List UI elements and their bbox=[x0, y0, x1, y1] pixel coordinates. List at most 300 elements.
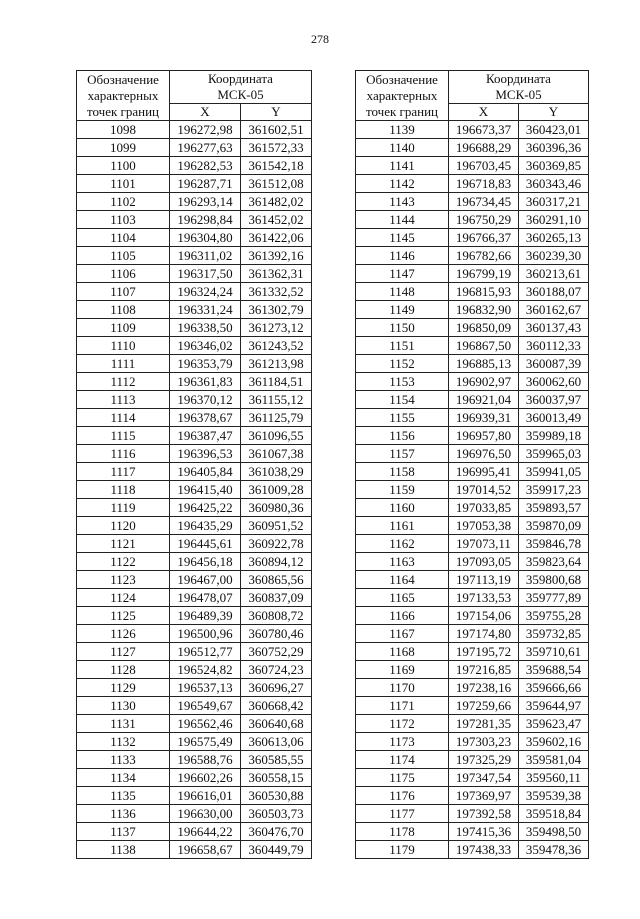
x-coordinate-cell: 196338,50 bbox=[170, 319, 241, 337]
coordinate-header-line1: Координата bbox=[208, 71, 273, 86]
table-row bbox=[77, 697, 312, 715]
point-number-cell: 1174 bbox=[356, 751, 449, 769]
point-number-cell: 1108 bbox=[77, 301, 170, 319]
y-coordinate-cell: 360291,10 bbox=[519, 211, 589, 229]
point-label-header bbox=[77, 71, 170, 121]
point-label-header-line2: характерных bbox=[87, 87, 159, 103]
table-row bbox=[356, 229, 589, 247]
point-number-cell: 1107 bbox=[77, 283, 170, 301]
y-coordinate-cell: 359710,61 bbox=[519, 643, 589, 661]
x-coordinate-cell: 197154,06 bbox=[449, 607, 519, 625]
point-number-cell: 1158 bbox=[356, 463, 449, 481]
x-coordinate-cell: 196396,53 bbox=[170, 445, 241, 463]
y-coordinate-cell: 361362,31 bbox=[241, 265, 312, 283]
table-row bbox=[356, 373, 589, 391]
y-coordinate-cell: 361422,06 bbox=[241, 229, 312, 247]
table-body bbox=[356, 121, 589, 859]
x-coordinate-cell: 196435,29 bbox=[170, 517, 241, 535]
y-coordinate-cell: 359941,05 bbox=[519, 463, 589, 481]
x-coordinate-cell: 196850,09 bbox=[449, 319, 519, 337]
y-coordinate-cell: 360265,13 bbox=[519, 229, 589, 247]
y-coordinate-cell: 360369,85 bbox=[519, 157, 589, 175]
y-coordinate-cell: 360980,36 bbox=[241, 499, 312, 517]
point-label-header-line3: точек границ bbox=[86, 103, 160, 119]
y-coordinate-cell: 360613,06 bbox=[241, 733, 312, 751]
x-coordinate-cell: 197325,29 bbox=[449, 751, 519, 769]
point-number-cell: 1147 bbox=[356, 265, 449, 283]
x-coordinate-cell: 197093,05 bbox=[449, 553, 519, 571]
y-coordinate-cell: 360087,39 bbox=[519, 355, 589, 373]
x-coordinate-cell: 196630,00 bbox=[170, 805, 241, 823]
y-coordinate-cell: 359870,09 bbox=[519, 517, 589, 535]
point-number-cell: 1161 bbox=[356, 517, 449, 535]
y-coordinate-cell: 359777,89 bbox=[519, 589, 589, 607]
table-row bbox=[356, 769, 589, 787]
x-coordinate-cell: 196353,79 bbox=[170, 355, 241, 373]
x-coordinate-cell: 196378,67 bbox=[170, 409, 241, 427]
y-coordinate-cell: 359732,85 bbox=[519, 625, 589, 643]
point-number-cell: 1120 bbox=[77, 517, 170, 535]
x-coordinate-cell: 196311,02 bbox=[170, 247, 241, 265]
point-number-cell: 1098 bbox=[77, 121, 170, 139]
y-coordinate-cell: 361452,02 bbox=[241, 211, 312, 229]
point-number-cell: 1115 bbox=[77, 427, 170, 445]
y-coordinate-cell: 361572,33 bbox=[241, 139, 312, 157]
table-row bbox=[356, 193, 589, 211]
x-coordinate-cell: 196995,41 bbox=[449, 463, 519, 481]
table-row bbox=[356, 679, 589, 697]
point-number-cell: 1118 bbox=[77, 481, 170, 499]
point-number-cell: 1169 bbox=[356, 661, 449, 679]
point-number-cell: 1176 bbox=[356, 787, 449, 805]
x-coordinate-cell: 197347,54 bbox=[449, 769, 519, 787]
point-number-cell: 1114 bbox=[77, 409, 170, 427]
point-number-cell: 1170 bbox=[356, 679, 449, 697]
y-coordinate-cell: 360013,49 bbox=[519, 409, 589, 427]
point-number-cell: 1172 bbox=[356, 715, 449, 733]
point-number-cell: 1164 bbox=[356, 571, 449, 589]
table-row bbox=[77, 679, 312, 697]
x-coordinate-cell: 196331,24 bbox=[170, 301, 241, 319]
y-coordinate-cell: 361273,12 bbox=[241, 319, 312, 337]
x-coordinate-cell: 196602,26 bbox=[170, 769, 241, 787]
table-row bbox=[77, 463, 312, 481]
x-coordinate-cell: 196346,02 bbox=[170, 337, 241, 355]
table-row bbox=[77, 787, 312, 805]
table-row bbox=[356, 337, 589, 355]
y-coordinate-cell: 360396,36 bbox=[519, 139, 589, 157]
x-coordinate-cell: 196282,53 bbox=[170, 157, 241, 175]
table-row bbox=[356, 715, 589, 733]
point-number-cell: 1149 bbox=[356, 301, 449, 319]
table-row bbox=[356, 625, 589, 643]
point-number-cell: 1129 bbox=[77, 679, 170, 697]
x-coordinate-cell: 196703,45 bbox=[449, 157, 519, 175]
x-coordinate-cell: 196361,83 bbox=[170, 373, 241, 391]
coordinate-header bbox=[170, 71, 312, 104]
x-coordinate-cell: 196867,50 bbox=[449, 337, 519, 355]
y-coordinate-cell: 361243,52 bbox=[241, 337, 312, 355]
x-coordinate-cell: 197438,33 bbox=[449, 841, 519, 859]
point-number-cell: 1136 bbox=[77, 805, 170, 823]
point-number-cell: 1102 bbox=[77, 193, 170, 211]
point-label-header-line2: характерных bbox=[366, 87, 438, 103]
x-coordinate-cell: 196405,84 bbox=[170, 463, 241, 481]
table-row bbox=[356, 661, 589, 679]
x-coordinate-cell: 196644,22 bbox=[170, 823, 241, 841]
point-number-cell: 1103 bbox=[77, 211, 170, 229]
y-coordinate-cell: 360894,12 bbox=[241, 553, 312, 571]
y-coordinate-cell: 359581,04 bbox=[519, 751, 589, 769]
x-coordinate-cell: 197415,36 bbox=[449, 823, 519, 841]
y-coordinate-cell: 360837,09 bbox=[241, 589, 312, 607]
y-coordinate-cell: 361155,12 bbox=[241, 391, 312, 409]
point-number-cell: 1152 bbox=[356, 355, 449, 373]
y-coordinate-cell: 360724,23 bbox=[241, 661, 312, 679]
point-number-cell: 1139 bbox=[356, 121, 449, 139]
table-row bbox=[356, 517, 589, 535]
point-number-cell: 1101 bbox=[77, 175, 170, 193]
y-coordinate-cell: 359623,47 bbox=[519, 715, 589, 733]
y-coordinate-cell: 360037,97 bbox=[519, 391, 589, 409]
table-row bbox=[77, 373, 312, 391]
table-row bbox=[356, 589, 589, 607]
x-coordinate-cell: 196799,19 bbox=[449, 265, 519, 283]
table-row bbox=[356, 139, 589, 157]
point-number-cell: 1133 bbox=[77, 751, 170, 769]
x-coordinate-cell: 197014,52 bbox=[449, 481, 519, 499]
y-coordinate-cell: 360239,30 bbox=[519, 247, 589, 265]
x-coordinate-cell: 197195,72 bbox=[449, 643, 519, 661]
y-coordinate-cell: 360162,67 bbox=[519, 301, 589, 319]
point-number-cell: 1117 bbox=[77, 463, 170, 481]
point-number-cell: 1173 bbox=[356, 733, 449, 751]
y-coordinate-cell: 359965,03 bbox=[519, 445, 589, 463]
x-coordinate-cell: 197053,38 bbox=[449, 517, 519, 535]
table-row bbox=[77, 481, 312, 499]
point-number-cell: 1131 bbox=[77, 715, 170, 733]
table-row bbox=[356, 211, 589, 229]
y-coordinate-cell: 361096,55 bbox=[241, 427, 312, 445]
point-number-cell: 1159 bbox=[356, 481, 449, 499]
point-number-cell: 1126 bbox=[77, 625, 170, 643]
page-number: 278 bbox=[311, 32, 329, 46]
x-coordinate-cell: 197259,66 bbox=[449, 697, 519, 715]
point-number-cell: 1157 bbox=[356, 445, 449, 463]
table-row bbox=[77, 355, 312, 373]
point-number-cell: 1143 bbox=[356, 193, 449, 211]
y-coordinate-cell: 361332,52 bbox=[241, 283, 312, 301]
table-row bbox=[77, 535, 312, 553]
x-coordinate-cell: 196425,22 bbox=[170, 499, 241, 517]
table-row bbox=[77, 805, 312, 823]
coordinate-header-line2: МСК-05 bbox=[495, 87, 542, 102]
table-row bbox=[356, 175, 589, 193]
y-coordinate-cell: 361302,79 bbox=[241, 301, 312, 319]
table-row bbox=[356, 481, 589, 499]
point-number-cell: 1141 bbox=[356, 157, 449, 175]
y-coordinate-cell: 360213,61 bbox=[519, 265, 589, 283]
point-number-cell: 1105 bbox=[77, 247, 170, 265]
y-coordinate-cell: 360780,46 bbox=[241, 625, 312, 643]
table-row bbox=[77, 589, 312, 607]
table-row bbox=[77, 751, 312, 769]
table-row bbox=[77, 625, 312, 643]
x-coordinate-cell: 197369,97 bbox=[449, 787, 519, 805]
x-coordinate-cell: 196939,31 bbox=[449, 409, 519, 427]
y-coordinate-cell: 360423,01 bbox=[519, 121, 589, 139]
x-coordinate-cell: 197238,16 bbox=[449, 679, 519, 697]
table-row bbox=[356, 643, 589, 661]
x-coordinate-cell: 197033,85 bbox=[449, 499, 519, 517]
y-coordinate-cell: 359846,78 bbox=[519, 535, 589, 553]
table-row bbox=[77, 499, 312, 517]
y-coordinate-cell: 360343,46 bbox=[519, 175, 589, 193]
y-coordinate-cell: 361184,51 bbox=[241, 373, 312, 391]
point-number-cell: 1138 bbox=[77, 841, 170, 859]
table-row bbox=[77, 157, 312, 175]
table-row bbox=[77, 517, 312, 535]
point-number-cell: 1153 bbox=[356, 373, 449, 391]
point-number-cell: 1135 bbox=[77, 787, 170, 805]
table-row bbox=[77, 715, 312, 733]
table-row bbox=[77, 301, 312, 319]
point-number-cell: 1146 bbox=[356, 247, 449, 265]
table-row bbox=[356, 409, 589, 427]
point-label-header-line1: Обозначение bbox=[366, 71, 438, 87]
table-row bbox=[77, 139, 312, 157]
x-coordinate-cell: 196588,76 bbox=[170, 751, 241, 769]
y-coordinate-cell: 359602,16 bbox=[519, 733, 589, 751]
table-row bbox=[356, 301, 589, 319]
point-number-cell: 1142 bbox=[356, 175, 449, 193]
x-coordinate-cell: 196370,12 bbox=[170, 391, 241, 409]
y-coordinate-cell: 360449,79 bbox=[241, 841, 312, 859]
point-number-cell: 1178 bbox=[356, 823, 449, 841]
point-number-cell: 1109 bbox=[77, 319, 170, 337]
y-coordinate-cell: 359539,38 bbox=[519, 787, 589, 805]
x-coordinate-cell: 197281,35 bbox=[449, 715, 519, 733]
table-row bbox=[77, 769, 312, 787]
y-coordinate-cell: 360585,55 bbox=[241, 751, 312, 769]
coordinates-table-right bbox=[355, 70, 589, 859]
x-coordinate-cell: 196478,07 bbox=[170, 589, 241, 607]
point-number-cell: 1124 bbox=[77, 589, 170, 607]
x-coordinate-cell: 196489,39 bbox=[170, 607, 241, 625]
y-coordinate-cell: 361125,79 bbox=[241, 409, 312, 427]
table-row bbox=[356, 121, 589, 139]
table-row bbox=[356, 607, 589, 625]
point-number-cell: 1137 bbox=[77, 823, 170, 841]
y-coordinate-cell: 361038,29 bbox=[241, 463, 312, 481]
table-row bbox=[77, 121, 312, 139]
x-coordinate-cell: 196734,45 bbox=[449, 193, 519, 211]
x-coordinate-cell: 196976,50 bbox=[449, 445, 519, 463]
table-row bbox=[77, 841, 312, 859]
x-coordinate-cell: 197073,11 bbox=[449, 535, 519, 553]
table-row bbox=[356, 445, 589, 463]
x-coordinate-cell: 196467,00 bbox=[170, 571, 241, 589]
x-coordinate-cell: 197392,58 bbox=[449, 805, 519, 823]
x-coordinate-cell: 197174,80 bbox=[449, 625, 519, 643]
x-column-header: X bbox=[170, 104, 241, 121]
point-number-cell: 1100 bbox=[77, 157, 170, 175]
y-coordinate-cell: 361482,02 bbox=[241, 193, 312, 211]
x-coordinate-cell: 196815,93 bbox=[449, 283, 519, 301]
y-coordinate-cell: 360922,78 bbox=[241, 535, 312, 553]
y-coordinate-cell: 359478,36 bbox=[519, 841, 589, 859]
table-row bbox=[77, 571, 312, 589]
x-coordinate-cell: 196766,37 bbox=[449, 229, 519, 247]
x-coordinate-cell: 196415,40 bbox=[170, 481, 241, 499]
x-coordinate-cell: 196298,84 bbox=[170, 211, 241, 229]
y-coordinate-cell: 360188,07 bbox=[519, 283, 589, 301]
point-number-cell: 1113 bbox=[77, 391, 170, 409]
y-coordinate-cell: 360062,60 bbox=[519, 373, 589, 391]
x-coordinate-cell: 196562,46 bbox=[170, 715, 241, 733]
table-row bbox=[77, 337, 312, 355]
table-row bbox=[356, 355, 589, 373]
y-coordinate-cell: 359518,84 bbox=[519, 805, 589, 823]
y-coordinate-cell: 360865,56 bbox=[241, 571, 312, 589]
coordinate-header bbox=[449, 71, 589, 104]
point-number-cell: 1125 bbox=[77, 607, 170, 625]
point-number-cell: 1119 bbox=[77, 499, 170, 517]
y-coordinate-cell: 359800,68 bbox=[519, 571, 589, 589]
x-coordinate-cell: 196537,13 bbox=[170, 679, 241, 697]
y-coordinate-cell: 360808,72 bbox=[241, 607, 312, 625]
y-coordinate-cell: 360752,29 bbox=[241, 643, 312, 661]
point-number-cell: 1165 bbox=[356, 589, 449, 607]
point-number-cell: 1154 bbox=[356, 391, 449, 409]
point-number-cell: 1127 bbox=[77, 643, 170, 661]
y-coordinate-cell: 360696,27 bbox=[241, 679, 312, 697]
x-coordinate-cell: 197303,23 bbox=[449, 733, 519, 751]
x-coordinate-cell: 196549,67 bbox=[170, 697, 241, 715]
y-coordinate-cell: 359498,50 bbox=[519, 823, 589, 841]
table-row bbox=[356, 571, 589, 589]
table-row bbox=[356, 751, 589, 769]
x-coordinate-cell: 196957,80 bbox=[449, 427, 519, 445]
table-row bbox=[356, 247, 589, 265]
point-number-cell: 1111 bbox=[77, 355, 170, 373]
table-row bbox=[356, 283, 589, 301]
y-coordinate-cell: 361009,28 bbox=[241, 481, 312, 499]
point-number-cell: 1148 bbox=[356, 283, 449, 301]
table-row bbox=[356, 463, 589, 481]
point-number-cell: 1134 bbox=[77, 769, 170, 787]
x-coordinate-cell: 196304,80 bbox=[170, 229, 241, 247]
table-row bbox=[77, 607, 312, 625]
x-coordinate-cell: 196832,90 bbox=[449, 301, 519, 319]
x-coordinate-cell: 196575,49 bbox=[170, 733, 241, 751]
y-coordinate-cell: 360503,73 bbox=[241, 805, 312, 823]
table-row bbox=[77, 445, 312, 463]
point-number-cell: 1132 bbox=[77, 733, 170, 751]
table-row bbox=[356, 427, 589, 445]
table-row bbox=[77, 553, 312, 571]
y-coordinate-cell: 359755,28 bbox=[519, 607, 589, 625]
point-number-cell: 1150 bbox=[356, 319, 449, 337]
point-label-header bbox=[356, 71, 449, 121]
x-coordinate-cell: 196387,47 bbox=[170, 427, 241, 445]
x-coordinate-cell: 196524,82 bbox=[170, 661, 241, 679]
y-coordinate-cell: 359560,11 bbox=[519, 769, 589, 787]
point-number-cell: 1167 bbox=[356, 625, 449, 643]
table-row bbox=[356, 697, 589, 715]
table-row bbox=[356, 499, 589, 517]
y-coordinate-cell: 359989,18 bbox=[519, 427, 589, 445]
x-coordinate-cell: 196456,18 bbox=[170, 553, 241, 571]
y-coordinate-cell: 360558,15 bbox=[241, 769, 312, 787]
table-row bbox=[356, 265, 589, 283]
point-number-cell: 1122 bbox=[77, 553, 170, 571]
x-coordinate-cell: 196658,67 bbox=[170, 841, 241, 859]
table-row bbox=[356, 841, 589, 859]
point-number-cell: 1116 bbox=[77, 445, 170, 463]
table-row bbox=[77, 823, 312, 841]
y-coordinate-cell: 361213,98 bbox=[241, 355, 312, 373]
point-number-cell: 1123 bbox=[77, 571, 170, 589]
x-coordinate-cell: 197133,53 bbox=[449, 589, 519, 607]
x-coordinate-cell: 196673,37 bbox=[449, 121, 519, 139]
y-coordinate-cell: 360476,70 bbox=[241, 823, 312, 841]
point-number-cell: 1177 bbox=[356, 805, 449, 823]
x-coordinate-cell: 197113,19 bbox=[449, 571, 519, 589]
y-column-header: Y bbox=[241, 104, 312, 121]
table-row bbox=[77, 283, 312, 301]
table-row bbox=[356, 391, 589, 409]
y-coordinate-cell: 360640,68 bbox=[241, 715, 312, 733]
point-label-header-line1: Обозначение bbox=[87, 71, 159, 87]
table-row bbox=[356, 535, 589, 553]
x-coordinate-cell: 196512,77 bbox=[170, 643, 241, 661]
table-row bbox=[77, 409, 312, 427]
x-coordinate-cell: 196902,97 bbox=[449, 373, 519, 391]
x-coordinate-cell: 196277,63 bbox=[170, 139, 241, 157]
x-coordinate-cell: 196293,14 bbox=[170, 193, 241, 211]
table-row bbox=[77, 733, 312, 751]
table-row bbox=[356, 805, 589, 823]
y-coordinate-cell: 359917,23 bbox=[519, 481, 589, 499]
x-coordinate-cell: 196317,50 bbox=[170, 265, 241, 283]
table-row bbox=[356, 787, 589, 805]
point-number-cell: 1166 bbox=[356, 607, 449, 625]
y-column-header: Y bbox=[519, 104, 589, 121]
point-number-cell: 1121 bbox=[77, 535, 170, 553]
y-coordinate-cell: 360530,88 bbox=[241, 787, 312, 805]
x-coordinate-cell: 196500,96 bbox=[170, 625, 241, 643]
y-coordinate-cell: 360951,52 bbox=[241, 517, 312, 535]
point-number-cell: 1140 bbox=[356, 139, 449, 157]
point-label-header-line3: точек границ bbox=[365, 103, 439, 119]
point-number-cell: 1104 bbox=[77, 229, 170, 247]
x-coordinate-cell: 196272,98 bbox=[170, 121, 241, 139]
x-coordinate-cell: 196287,71 bbox=[170, 175, 241, 193]
x-coordinate-cell: 196688,29 bbox=[449, 139, 519, 157]
y-coordinate-cell: 359644,97 bbox=[519, 697, 589, 715]
point-number-cell: 1156 bbox=[356, 427, 449, 445]
coordinate-header-line1: Координата bbox=[486, 71, 551, 86]
point-number-cell: 1168 bbox=[356, 643, 449, 661]
table-row bbox=[77, 193, 312, 211]
y-coordinate-cell: 359893,57 bbox=[519, 499, 589, 517]
coordinates-table-left bbox=[76, 70, 312, 859]
y-coordinate-cell: 360668,42 bbox=[241, 697, 312, 715]
y-coordinate-cell: 359688,54 bbox=[519, 661, 589, 679]
x-column-header: X bbox=[449, 104, 519, 121]
table-row bbox=[77, 211, 312, 229]
